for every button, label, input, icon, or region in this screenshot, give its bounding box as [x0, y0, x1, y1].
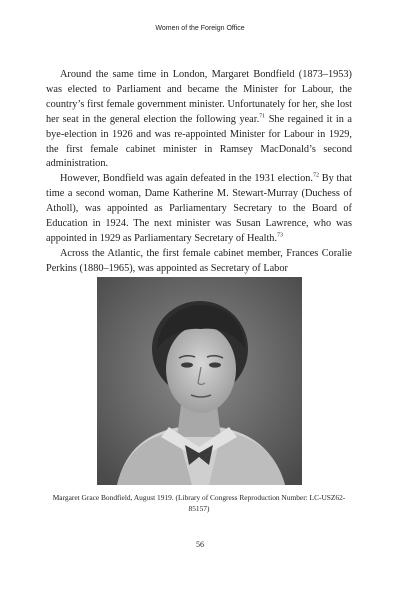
paragraph-text: However, Bondfield was again defeated in the 1931 election.	[60, 173, 313, 185]
paragraph-text: By that time a second woman, Dame Katherine M. Stewart-Murray (Duchess of Atholl), was appointed as Parliamentary Secretary to the Board of Education in 1924. The next minister was Susan Lawrence, who was appointed in 1929 as Parliamentary Secretary of Health.	[46, 173, 352, 244]
paragraph-text: Around the same time in London, Margaret Bondfield (1873–1953) was elected to Parliament and became the Minister for Labour, the country’s first female government minister. Unfortunately for her, she lost her seat in the general election the following year.	[46, 69, 352, 125]
paragraph-2	[46, 172, 352, 247]
figure-caption: Margaret Grace Bondfield, August 1919. (Library of Congress Reproduction Number: LC-USZ62-85157)	[52, 493, 346, 513]
paragraph-text: She regained it in a bye-election in 1926 and was re-appointed Minister for Labour in 1929, the first female cabinet minister in Ramsey MacDonald’s second administration.	[46, 113, 352, 170]
footnote-ref-72: 72	[312, 172, 319, 179]
portrait-image	[97, 277, 302, 485]
paragraph-3	[46, 247, 352, 277]
page-number: 56	[196, 540, 204, 549]
body-text	[46, 68, 352, 277]
portrait-photo	[97, 277, 302, 485]
paragraph-1	[46, 68, 352, 172]
running-head: Women of the Foreign Office	[155, 25, 245, 32]
footnote-ref-73: 73	[277, 232, 284, 239]
paragraph-text: Across the Atlantic, the first female cabinet member, Frances Coralie Perkins (1880–1965), was appointed as Secretary of Labor	[46, 247, 352, 274]
footnote-ref-71: 71	[259, 113, 266, 120]
